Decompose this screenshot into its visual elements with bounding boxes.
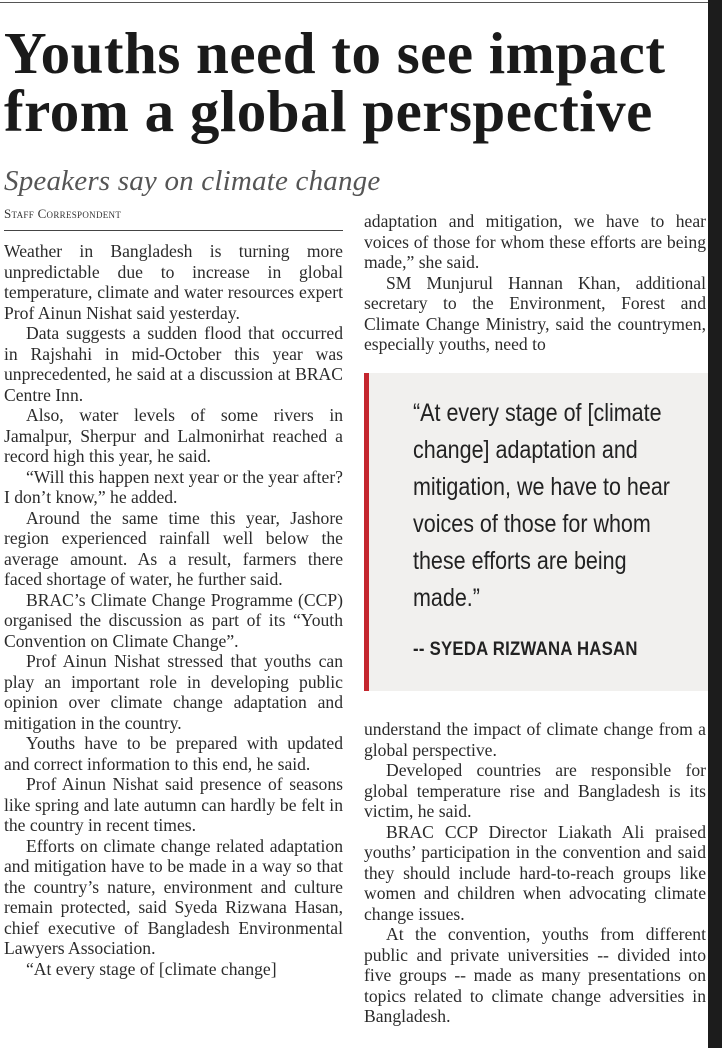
paragraph: Developed countries are responsible for global temperature rise and Bangladesh is its victim, he said.: [364, 760, 706, 821]
headline: Youths need to see impact from a global perspective: [4, 20, 666, 144]
paragraph: SM Munjurul Hannan Khan, additional secretary to the Environment, Forest and Climate Change Ministry, said the countrymen, especially youths, need to: [364, 272, 706, 354]
paragraph: understand the impact of climate change from a global perspective.: [364, 719, 706, 760]
pullquote-box: [364, 373, 709, 691]
paragraph: Prof Ainun Nishat stressed that youths can play an important role in developing public opinion over climate change adaptation and mitigation in the country.: [4, 651, 343, 733]
paragraph: Prof Ainun Nishat said presence of seasons like spring and late autumn can hardly be felt in the country in recent times.: [4, 774, 343, 835]
paragraph: Data suggests a sudden flood that occurred in Rajshahi in mid-October this year was unprecedented, he said at a discussion at BRAC Centre Inn.: [4, 323, 343, 405]
paragraph: “At every stage of [climate change]: [26, 958, 277, 979]
paragraph: BRAC CCP Director Liakath Ali praised youths’ participation in the convention and said they should include hard-to-reach groups like women and children when advocating climate change issues.: [364, 821, 706, 924]
paragraph: Around the same time this year, Jashore region experienced rainfall well below the average amount. As a result, farmers there faced shortage of water, he further said.: [4, 507, 343, 589]
pullquote-text: “At every stage of [climate change] adaptation and mitigation, we have to hear voices of those for whom these efforts are being made.”: [413, 399, 670, 612]
paragraph: “Will this happen next year or the year after? I don’t know,” he added.: [4, 466, 343, 507]
byline: Staff Correspondent: [4, 206, 122, 221]
scan-edge: [708, 0, 722, 1048]
paragraph: Efforts on climate change related adaptation and mitigation have to be made in a way so that the country’s nature, environment and culture remain protected, said Syeda Rizwana Hasan, chief executive of Bangladesh Environmental Lawyers Association.: [4, 835, 343, 958]
left-column: [4, 241, 343, 979]
subhead: Speakers say on climate change: [4, 165, 381, 197]
paragraph: adaptation and mitigation, we have to hear voices of those for whom these efforts are being made,” she said.: [364, 211, 706, 272]
paragraph: BRAC’s Climate Change Programme (CCP) organised the discussion as part of its “Youth Convention on Climate Change”.: [4, 589, 343, 651]
paragraph: Youths have to be prepared with updated and correct information to this end, he said.: [4, 733, 343, 774]
right-column-bottom: [364, 719, 706, 1027]
pullquote-attribution: -- SYEDA RIZWANA HASAN: [413, 639, 638, 660]
paragraph: Also, water levels of some rivers in Jamalpur, Sherpur and Lalmonirhat reached a record high this year, he said.: [4, 405, 343, 466]
byline-rule: [4, 230, 343, 231]
paragraph: Weather in Bangladesh is turning more unpredictable due to increase in global temperature, climate and water resources expert Prof Ainun Nishat said yesterday.: [4, 241, 343, 323]
top-rule: [0, 2, 709, 3]
right-column-top: [364, 211, 706, 355]
paragraph: At the convention, youths from different public and private universities -- divided into five groups -- made as many presentations on topics related to climate change adversities in Bangladesh.: [364, 924, 706, 1026]
